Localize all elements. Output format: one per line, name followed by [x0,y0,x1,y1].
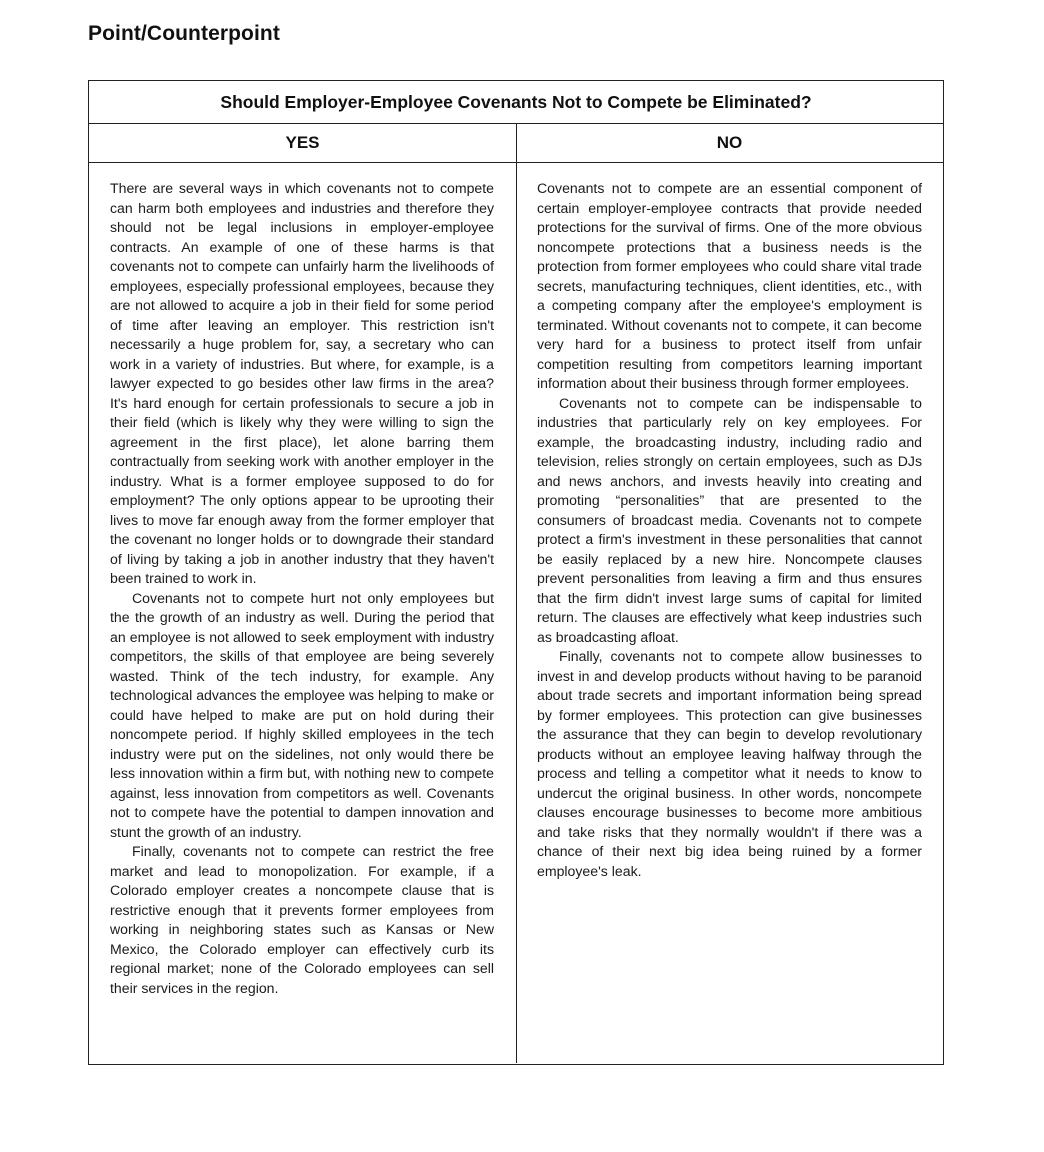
no-paragraph-1: Covenants not to compete are an essential component of certain employer-employee contracts that provide needed protections for the survival of firms. One of the more obvious noncompete protections that a business needs is the protection from former employees who could share vital trade secrets, manufacturing techniques, client identities, etc., with a competing company after the employee's employment is terminated. Without covenants not to compete, it can become very hard for a business to protect itself from unfair competition resulting from competitors learning important information about their business through former employees. [537,180,922,391]
no-paragraph-3: Finally, covenants not to compete allow businesses to invest in and develop products without having to be paranoid about trade secrets and important information being spread by former employees. This protection can give businesses the assurance that they can begin to develop revolutionary products without an employee leaving halfway through the process and telling a competitor what it needs to know to undercut the original business. In other words, noncompete clauses encourage businesses to become more ambitious and take risks that they normally wouldn't if there was a chance of their next big idea being ruined by a former employee's leak. [537,648,922,879]
column-header-row [89,124,943,163]
yes-paragraph-1: There are several ways in which covenants not to compete can harm both employees and industries and therefore they should not be legal inclusions in employer-employee contracts. An example of one of these harms is that covenants not to compete can unfairly harm the livelihoods of employees, especially professional employees, because they are not allowed to acquire a job in their field for some period of time after leaving an employer. This restriction isn't necessarily a huge problem for, say, a secretary who can work in a variety of industries. But where, for example, is a lawyer expected to go besides other law firms in the area? It's hard enough for certain professionals to secure a job in their field (which is likely why they were willing to sign the agreement in the first place), let alone barring them contractually from seeking work with another employer in the industry. What is a former employee supposed to do for employment? The only options appear to be uprooting their lives to move far enough away from the former employer that the covenant no longer holds or to downgrade their standard of living by taking a job in another industry that they haven't been trained to work in. [110,180,494,586]
page-title: Point/Counterpoint [88,22,280,45]
yes-paragraph-2: Covenants not to compete hurt not only employees but the the growth of an industry as well. During the period that an employee is not allowed to seek employment with industry competitors, the skills of that employee are being severely wasted. Think of the tech industry, for example. Any technological advances the employee was helping to make or could have helped to make are put on hold during their noncompete period. If highly skilled employees in the tech industry were put on the sidelines, not only would there be less innovation within a firm but, with nothing new to compete against, less innovation from competitors as well. Covenants not to compete have the potential to dampen innovation and stunt the growth of an industry. [110,589,494,840]
no-column-header: NO [716,133,743,152]
argument-body-row [89,163,943,1063]
debate-question: Should Employer-Employee Covenants Not to Compete be Eliminated? [89,81,943,124]
yes-argument-column [89,163,517,1063]
yes-column-header: YES [89,124,517,162]
point-counterpoint-table [88,80,944,1065]
yes-paragraph-3: Finally, covenants not to compete can restrict the free market and lead to monopolization. For example, if a Colorado employer creates a noncompete clause that is restrictive enough that it prevents former employees from working in neighboring states such as Kansas or New Mexico, the Colorado employer can effectively curb its regional market; none of the Colorado employees can sell their services in the region. [110,843,494,996]
no-argument-column [517,163,942,1063]
no-paragraph-2: Covenants not to compete can be indispensable to industries that particularly rely on key employees. For example, the broadcasting industry, including radio and television, relies strongly on certain employees, such as DJs and news anchors, and invests heavily into creating and promoting “personalities” that are presented to the consumers of broadcast media. Covenants not to compete protect a firm's investment in these personalities that cannot be easily replaced by a new hire. Noncompete clauses prevent personalities from leaving a firm and thus ensures that the firm didn't invest large sums of capital for limited return. The clauses are effectively what keep industries such as broadcasting afloat. [537,394,922,645]
